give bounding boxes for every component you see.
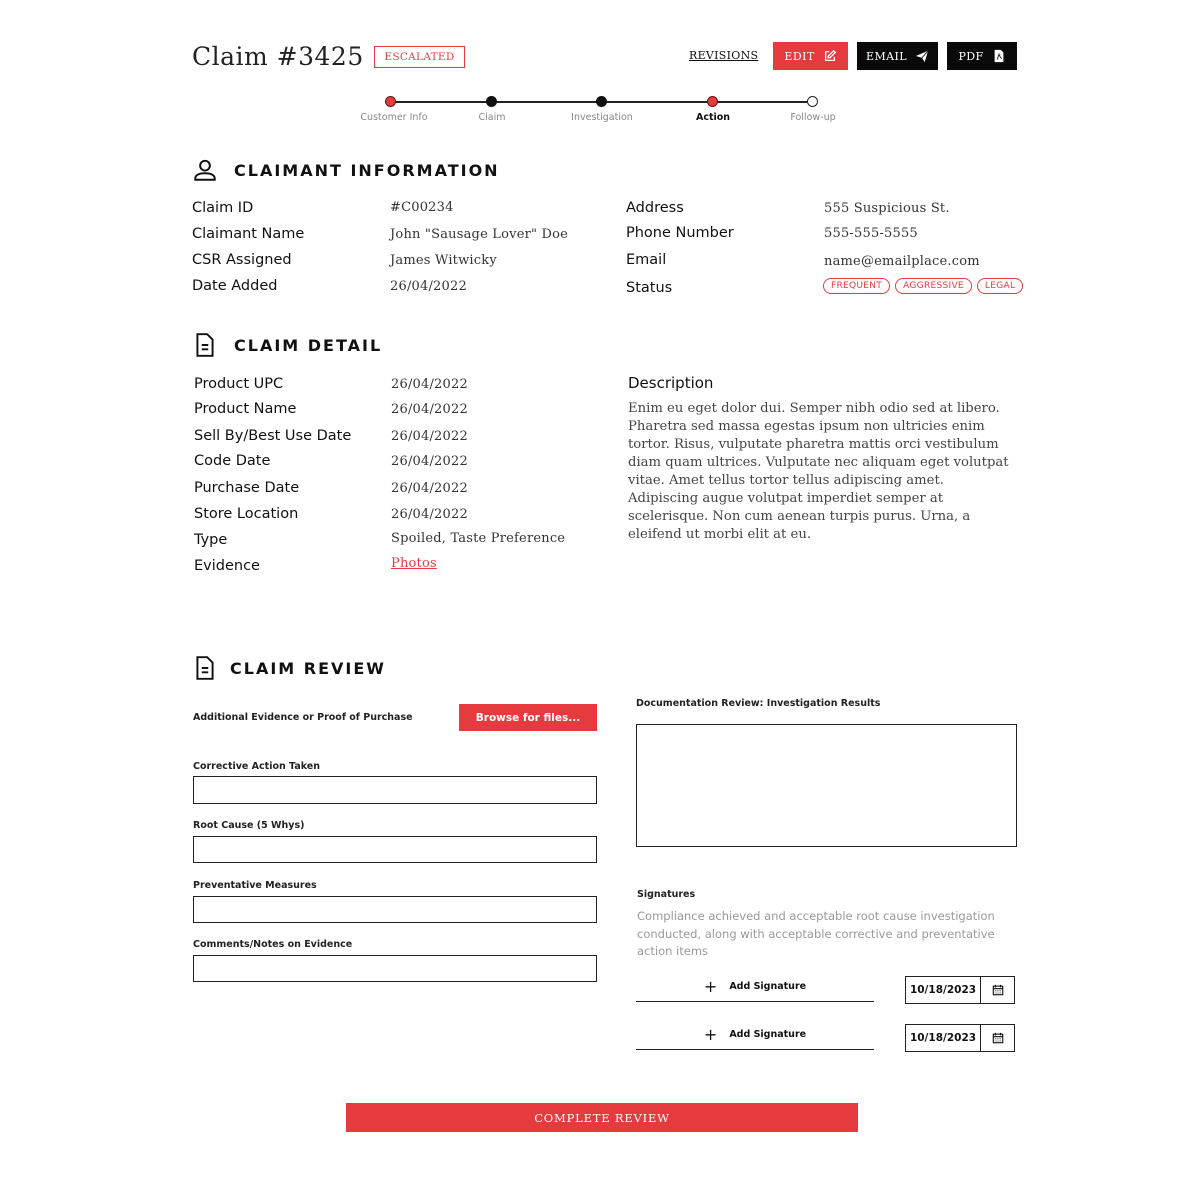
address-label: Address: [626, 200, 684, 216]
signature-date-value-1[interactable]: 10/18/2023: [909, 984, 977, 996]
claim-detail-section-header: [192, 332, 382, 358]
step-dot-action[interactable]: [707, 96, 718, 107]
phone-label: Phone Number: [626, 225, 734, 241]
add-signature-button-2[interactable]: [636, 1020, 874, 1050]
address-value: 555 Suspicious St.: [824, 201, 950, 216]
send-icon: [915, 49, 929, 63]
page-title: Claim #3425: [192, 42, 364, 71]
store-location-label: Store Location: [194, 506, 299, 522]
preventative-measures-label: Preventative Measures: [193, 880, 317, 891]
edit-icon: [823, 49, 837, 63]
pdf-button[interactable]: [947, 42, 1017, 70]
pdf-file-icon: [992, 49, 1006, 63]
purchase-date-value: 26/04/2022: [391, 481, 468, 496]
type-value: Spoiled, Taste Preference: [391, 531, 566, 546]
step-label-claim[interactable]: Claim: [478, 112, 506, 123]
edit-button-label: EDIT: [784, 49, 815, 63]
calendar-button-2[interactable]: [980, 1025, 1014, 1051]
add-signature-label-1: Add Signature: [729, 981, 807, 992]
type-label: Type: [194, 532, 228, 548]
pdf-button-label: PDF: [958, 49, 984, 63]
code-date-value: 26/04/2022: [391, 454, 468, 469]
plus-icon: +: [703, 977, 718, 996]
plus-icon: +: [703, 1025, 718, 1044]
csr-assigned-label: CSR Assigned: [192, 252, 292, 268]
product-upc-label: Product UPC: [194, 376, 284, 392]
email-label: Email: [626, 252, 667, 268]
preventative-measures-input[interactable]: [193, 896, 597, 923]
status-label: Status: [626, 280, 673, 296]
signature-date-field-2[interactable]: [905, 1024, 1015, 1052]
claim-id-label: Claim ID: [192, 200, 254, 216]
status-tags: [823, 278, 1023, 294]
document-icon: [192, 332, 218, 358]
claim-review-section-header: [192, 655, 386, 681]
step-label-action[interactable]: Action: [695, 112, 731, 123]
calendar-button-1[interactable]: [980, 977, 1014, 1003]
description-text: Enim eu eget dolor dui. Semper nibh odio sed at libero. Pharetra sed massa egestas ipsum non ultricies enim tortor. Risus, vulputate pharetra mattis orci vestibulum diam quam ultrices. Vulputate nec aliquam eget volutpat vitae. Amet tellus tortor tellus adipiscing amet. Adipiscing augue volutpat imperdiet semper at scelerisque. Non cum aenean turpis purus. Urna, a eleifend ut morbi elit at eu.: [628, 401, 1009, 542]
store-location-value: 26/04/2022: [391, 507, 468, 522]
email-button[interactable]: [857, 42, 938, 70]
evidence-label: Evidence: [194, 558, 260, 574]
claimant-name-value: John "Sausage Lover" Doe: [390, 227, 569, 242]
status-badge: ESCALATED: [374, 46, 465, 68]
claimant-section-header: [192, 157, 500, 183]
corrective-action-label: Corrective Action Taken: [193, 761, 320, 772]
signatures-description: Compliance achieved and acceptable root cause investigation conducted, along with acceptable corrective and preventative action items: [637, 909, 995, 958]
root-cause-input[interactable]: [193, 836, 597, 863]
step-dot-follow-up[interactable]: [807, 96, 818, 107]
product-name-label: Product Name: [194, 401, 297, 417]
user-icon: [192, 157, 218, 183]
sell-by-value: 26/04/2022: [391, 429, 468, 444]
status-tag-frequent: FREQUENT: [823, 278, 890, 294]
edit-button[interactable]: [773, 42, 848, 70]
step-label-customer-info[interactable]: Customer Info: [360, 112, 428, 123]
status-tag-aggressive: AGGRESSIVE: [895, 278, 972, 294]
comments-notes-label: Comments/Notes on Evidence: [193, 939, 353, 950]
add-signature-label-2: Add Signature: [729, 1029, 807, 1040]
signature-date-value-2[interactable]: 10/18/2023: [909, 1032, 977, 1044]
claim-detail-section-title: CLAIM DETAIL: [234, 335, 383, 355]
evidence-photos-link[interactable]: Photos: [391, 556, 437, 571]
product-upc-value: 26/04/2022: [391, 377, 468, 392]
date-added-value: 26/04/2022: [390, 279, 467, 294]
signatures-label: Signatures: [637, 889, 696, 900]
complete-review-button[interactable]: COMPLETE REVIEW: [346, 1103, 858, 1132]
claimant-section-title: CLAIMANT INFORMATION: [234, 160, 500, 180]
purchase-date-label: Purchase Date: [194, 480, 300, 496]
email-value[interactable]: name@emailplace.com: [824, 254, 980, 269]
revisions-link[interactable]: REVISIONS: [689, 49, 759, 62]
calendar-icon: [992, 984, 1004, 996]
code-date-label: Code Date: [194, 453, 271, 469]
claim-id-value: #C00234: [390, 200, 454, 215]
step-label-investigation[interactable]: Investigation: [571, 112, 633, 123]
step-dot-investigation[interactable]: [596, 96, 607, 107]
add-signature-button-1[interactable]: [636, 972, 874, 1002]
root-cause-label: Root Cause (5 Whys): [193, 820, 305, 831]
document-icon: [192, 655, 218, 681]
browse-files-button[interactable]: Browse for files...: [459, 704, 597, 731]
additional-evidence-label: Additional Evidence or Proof of Purchase: [193, 712, 413, 723]
step-label-follow-up[interactable]: Follow-up: [790, 112, 836, 123]
claim-review-section-title: CLAIM REVIEW: [230, 658, 386, 678]
csr-assigned-value: James Witwicky: [390, 253, 497, 268]
signature-date-field-1[interactable]: [905, 976, 1015, 1004]
status-tag-legal: LEGAL: [977, 278, 1023, 294]
documentation-review-label: Documentation Review: Investigation Results: [636, 698, 881, 709]
documentation-review-textarea[interactable]: [636, 724, 1017, 847]
step-dot-customer-info[interactable]: [385, 96, 396, 107]
product-name-value: 26/04/2022: [391, 402, 468, 417]
sell-by-label: Sell By/Best Use Date: [194, 428, 352, 444]
corrective-action-input[interactable]: [193, 776, 597, 804]
step-dot-claim[interactable]: [486, 96, 497, 107]
phone-value: 555-555-5555: [824, 226, 918, 241]
date-added-label: Date Added: [192, 278, 278, 294]
description-label: Description: [628, 374, 714, 392]
comments-notes-input[interactable]: [193, 955, 597, 982]
calendar-icon: [992, 1032, 1004, 1044]
claimant-name-label: Claimant Name: [192, 226, 305, 242]
email-button-label: EMAIL: [866, 49, 907, 63]
